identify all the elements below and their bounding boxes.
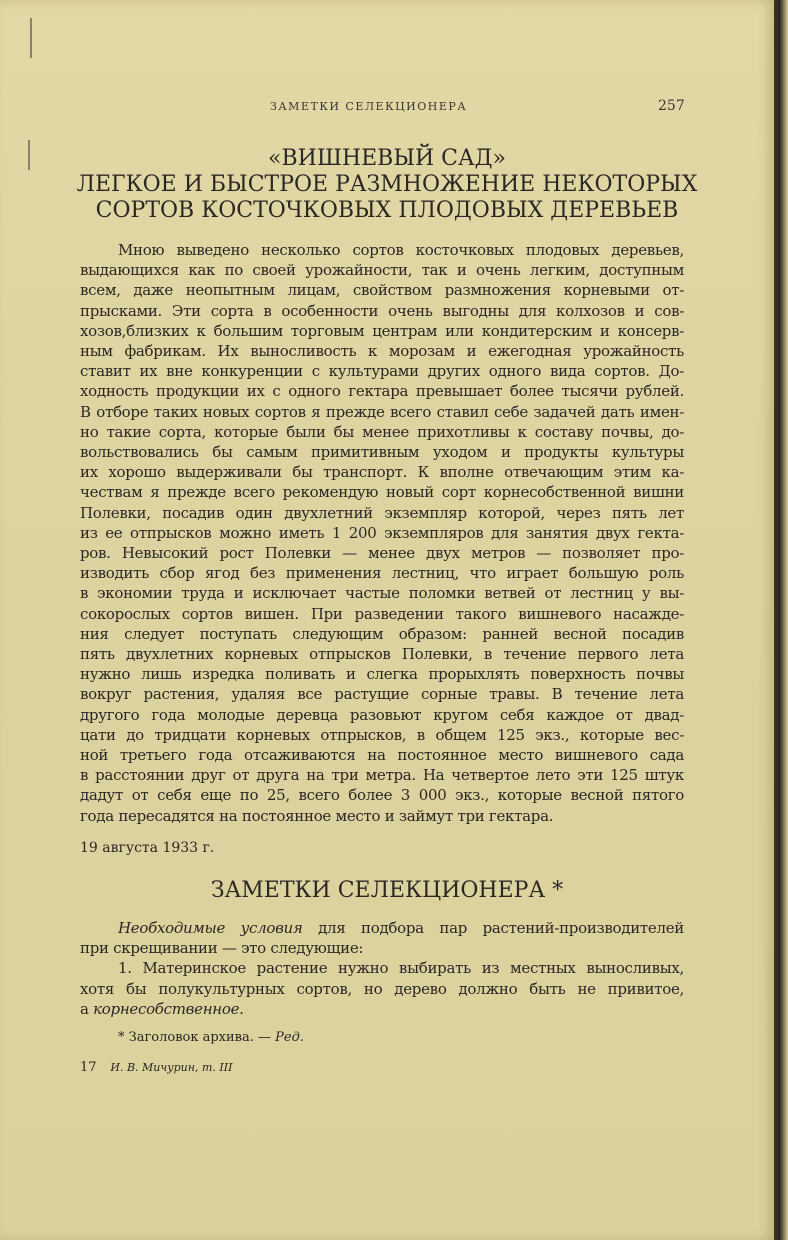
running-title: ЗАМЕТКИ СЕЛЕКЦИОНЕРА — [270, 100, 468, 113]
body-line: другого года молодые деревца разовьют кругом себя каждое от двад- — [80, 705, 684, 724]
footnote — [118, 1030, 304, 1045]
body-line: сокорослых сортов вишен. При разведении такого вишневого насажде- — [80, 604, 684, 623]
section-line: хотя бы полукультурных сортов, но дерево должно быть не привитое, — [80, 979, 684, 998]
body-line: ров. Невысокий рост Полевки — менее двух метров — позволяет про- — [80, 544, 684, 563]
body-line: из ее отпрысков можно иметь 1 200 экземпляров для занятия двух гекта- — [80, 523, 684, 542]
body-line: нужно лишь изредка поливать и слегка прорыхлять поверхность почвы — [80, 665, 684, 684]
body-line: их хорошо выдерживали бы транспорт. К вполне отвечающим этим ка- — [80, 463, 684, 482]
body-line: ным фабрикам. Их выносливость к морозам и ежегодная урожайность — [80, 342, 684, 361]
body-line: Мною выведено несколько сортов косточковых плодовых деревьев, — [118, 241, 684, 259]
body-line: дадут от себя еще по 25, всего более 3 000 экз., которые весной пятого — [80, 786, 684, 805]
article-title-line: ЛЕГКОЕ И БЫСТРОЕ РАЗМНОЖЕНИЕ НЕКОТОРЫХ — [76, 172, 698, 197]
body-line: В отборе таких новых сортов я прежде всего ставил себе задачей дать имен- — [80, 402, 684, 421]
body-line: всем, даже неопытным лицам, свойством размножения корневыми от- — [80, 281, 684, 300]
body-line: в экономии труда и исключает частые поломки ветвей от лестниц у вы- — [80, 584, 684, 603]
page-number: 257 — [658, 98, 685, 114]
section-italic-phrase: корнесобственное. — [93, 999, 244, 1018]
body-line: выдающихся как по своей урожайности, так и очень легким, доступным — [80, 261, 684, 280]
footnote-editor: Ред. — [275, 1030, 304, 1045]
signature-number: 17 — [80, 1060, 97, 1075]
article-title-line: СОРТОВ КОСТОЧКОВЫХ ПЛОДОВЫХ ДЕРЕВЬЕВ — [95, 198, 679, 223]
scan-edge-strip — [774, 0, 788, 1240]
body-line: хозов,близких к большим торговым центрам или кондитерским и консерв- — [80, 321, 684, 340]
section-line — [80, 999, 684, 1019]
body-line: года пересадятся на постоянное место и займут три гектара. — [80, 806, 554, 825]
body-line: прысками. Эти сорта в особенности очень выгодны для колхозов и сов- — [80, 301, 684, 320]
body-line: Полевки, посадив один двухлетний экземпляр которой, через пять лет — [80, 503, 684, 522]
footnote-text: * Заголовок архива. — — [118, 1030, 272, 1045]
article-body — [80, 240, 684, 826]
body-line: вокруг растения, удаляя все растущие сорные травы. В течение лета — [80, 685, 684, 704]
section-title: ЗАМЕТКИ СЕЛЕКЦИОНЕРА * — [210, 878, 564, 903]
article-title-line: «ВИШНЕВЫЙ САД» — [268, 146, 506, 171]
body-line: ной третьего года отсаживаются на постоянное место вишневого сада — [80, 746, 684, 765]
signature-text: И. В. Мичурин, т. III — [110, 1061, 233, 1074]
section-line — [80, 918, 684, 938]
body-line: но такие сорта, которые были бы менее прихотливы к составу почвы, до- — [80, 422, 684, 441]
section-line: при скрещивании — это следующие: — [80, 939, 364, 958]
body-line: ходность продукции их с одного гектара превышает более тысячи рублей. — [80, 382, 684, 401]
article-date: 19 августа 1933 г. — [80, 840, 215, 856]
margin-mark — [30, 18, 32, 58]
body-line: пять двухлетних корневых отпрысков Полевки, в течение первого лета — [80, 645, 684, 664]
body-line: цати до тридцати корневых отпрысков, в общем 125 экз., которые вес- — [80, 725, 684, 744]
section-body — [80, 918, 684, 1019]
body-line: чествам я прежде всего рекомендую новый сорт корнесобственной вишни — [80, 483, 684, 502]
body-line: ния следует поступать следующим образом: ранней весной посадив — [80, 624, 684, 643]
signature-line — [80, 1060, 232, 1075]
section-italic-phrase: Необходимые условия — [118, 919, 303, 937]
section-line: 1. Материнское растение нужно выбирать из местных выносливых, — [118, 959, 684, 978]
body-line: в расстоянии друг от друга на три метра. На четвертое лето эти 125 штук — [80, 766, 684, 785]
body-line: вольствовались бы самым примитивным уходом и продукты культуры — [80, 443, 684, 462]
section-line-text: для подбора пар растений-производителей — [318, 919, 684, 937]
body-line: изводить сбор ягод без применения лестниц, что играет большую роль — [80, 564, 684, 583]
body-line: ставит их вне конкуренции с культурами других одного вида сортов. До- — [80, 362, 684, 381]
section-line-text: а — [80, 999, 89, 1018]
article-title — [0, 146, 774, 224]
